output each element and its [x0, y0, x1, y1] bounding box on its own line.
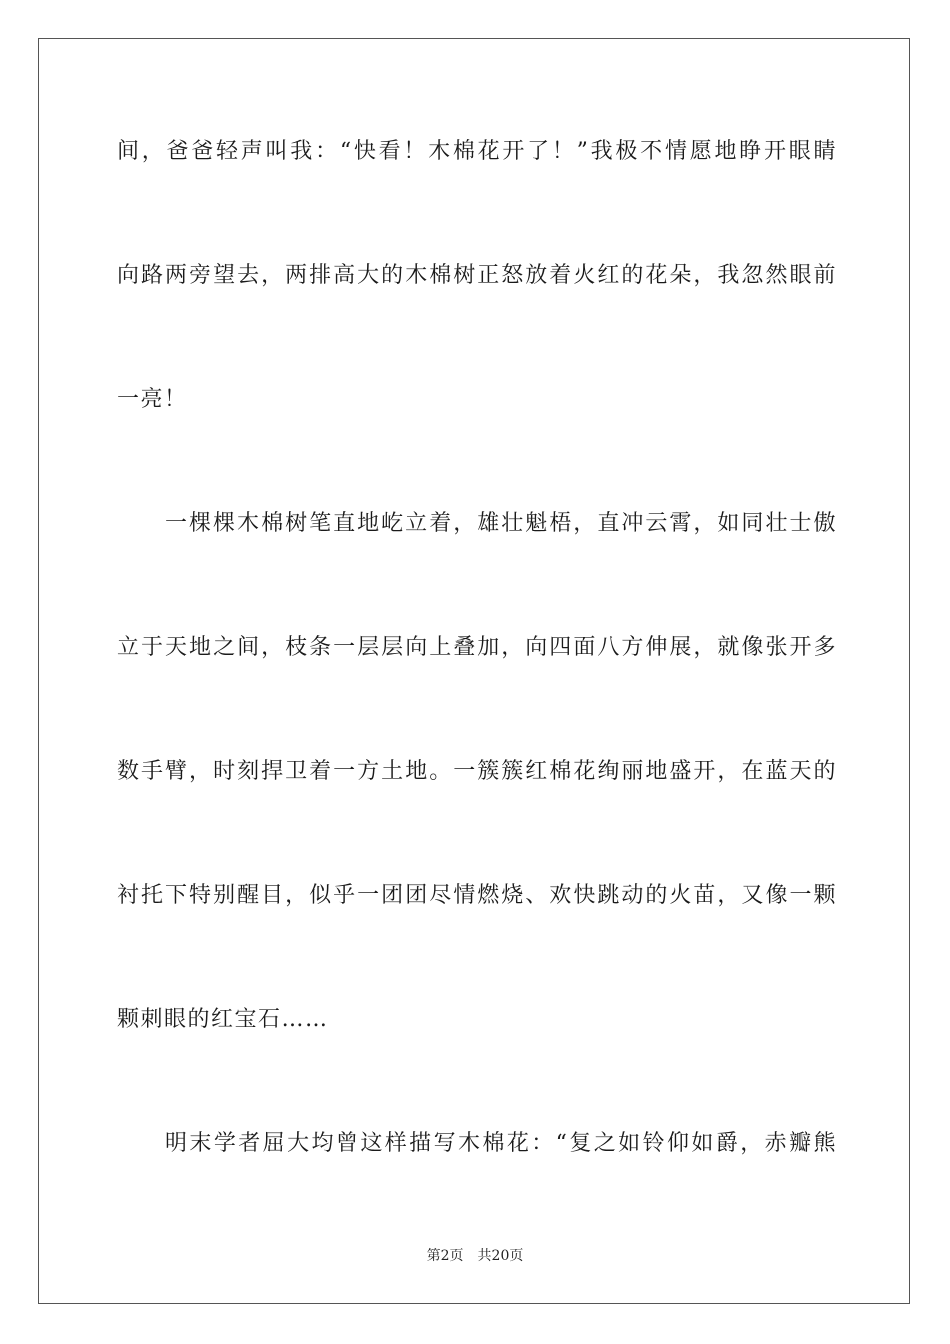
paragraph-line: 衬托下特别醒目，似乎一团团尽情燃烧、欢快跳动的火苗，又像一颗 — [117, 883, 837, 908]
paragraph-line: 一亮！ — [117, 387, 188, 412]
paragraph-line: 数手臂，时刻捍卫着一方土地。一簇簇红棉花绚丽地盛开，在蓝天的 — [117, 759, 837, 784]
page-footer — [0, 1247, 950, 1265]
paragraph-line: 颗刺眼的红宝石…… — [117, 1007, 329, 1032]
page-border — [38, 38, 910, 1304]
page-number: 第2页 — [426, 1248, 464, 1264]
paragraph-line: 立于天地之间，枝条一层层向上叠加，向四面八方伸展，就像张开多 — [117, 635, 837, 660]
paragraph-line: 一棵棵木棉树笔直地屹立着，雄壮魁梧，直冲云霄，如同壮士傲 — [165, 511, 837, 536]
paragraph-line: 间，爸爸轻声叫我：“快看！木棉花开了！”我极不情愿地睁开眼睛 — [117, 139, 837, 164]
paragraph-line: 明末学者屈大均曾这样描写木棉花：“复之如铃仰如爵，赤瓣熊 — [165, 1131, 837, 1156]
page-total: 共20页 — [477, 1248, 524, 1264]
paragraph-line: 向路两旁望去，两排高大的木棉树正怒放着火红的花朵，我忽然眼前 — [117, 263, 837, 288]
